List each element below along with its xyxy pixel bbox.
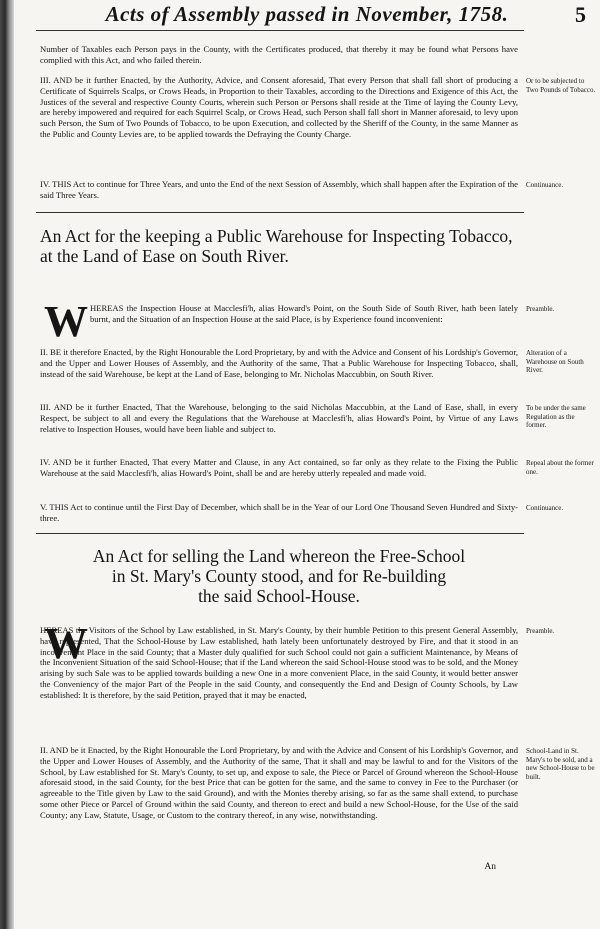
running-header: Acts of Assembly passed in November, 1758. xyxy=(105,2,509,26)
section-4-margin-note: Continuance. xyxy=(526,181,564,189)
act-2-title-line-2: in St. Mary's County stood, and for Re-building xyxy=(111,566,447,586)
section-4-paragraph: IV. THIS Act to continue for Three Years, and unto the End of the next Session of Assembly, which shall happen after the Expiration of the said Three Years. xyxy=(40,179,518,200)
act-1-section-4-note: Repeal about the former one. xyxy=(526,459,594,476)
header-rule xyxy=(36,30,524,31)
act-2-dropcap: W xyxy=(44,619,88,668)
act-1-section-2-note: Alteration of a Warehouse on South River. xyxy=(526,349,584,375)
page-number: 5 xyxy=(575,2,586,27)
act-1-section-2: II. BE it therefore Enacted, by the Right Honourable the Lord Proprietary, by and with the Advice and Consent of his Lordship's Governor, and the Upper and Lower Houses of Assembly, and the Authority of the same, That a Public Warehouse for Inspecting Tobacco, shall, instead of the said Warehouse, be kept at the Land of Ease, belonging to Mr. Nicholas Maccubbin, on South River. xyxy=(40,347,518,379)
intro-paragraph: Number of Taxables each Person pays in the County, with the Certificates produced, that thereby it may be found what Persons have complied with this Act, and who failed therein. xyxy=(40,44,518,65)
section-3-paragraph: III. AND be it further Enacted, by the Authority, Advice, and Consent aforesaid, That every Person that shall fall short of producing a Certificate of Squirrels Scalps, or Crows Heads, in Proportion to their Taxables, according to the Directions and Exigence of this Act, the Justices of the several and respective County Courts, wherein such Person or Persons shall reside at the Time of laying the County Levy, are hereby impowered and required for each Squirrel Scalp, or Crows Head, such Person shall fall short in Manner aforesaid, to levy upon such Person, the Sum of Two Pounds of Tobacco, to be upon Execution, and collected by the Sheriff of the County, in the same Manner as the Public and County Levies are, to be applied towards the Defraying the County Charge. xyxy=(40,75,518,139)
act-2-preamble: HEREAS the Visitors of the School by Law established, in St. Mary's County, by their humble Petition to this present General Assembly, have represented, That the School-House by Law established, hath lately been unfortunately destroyed by Fire, and that it stood in an inconvenient Place in the said County; that a Master duly qualified for such School could not gain a sufficient Maintenance, by Means of the Inconvenient Situation of the said School-House; that if the Land whereon the said School-House stood was to be sold, and the Money arising by such Sale was to be applied towards building a new One in a more convenient Place, in the said County, it would better answer the Conveniency of the major Part of the People in the said County, and consequently the End and Design of County Schools, by Law established: It is therefore, by the said Petition, prayed that it may be enacted, xyxy=(40,625,518,700)
act-1-preamble-note: Preamble. xyxy=(526,305,555,313)
act-1-dropcap: W xyxy=(44,297,88,346)
book-binding-edge xyxy=(0,0,14,929)
act-2-title xyxy=(40,546,518,606)
act-2-title-line-3: the said School-House. xyxy=(198,586,360,606)
act-1-section-5: V. THIS Act to continue until the First Day of December, which shall be in the Year of our Lord One Thousand Seven Hundred and Sixty-three. xyxy=(40,502,518,523)
section-3-margin-note: Or to be subjected to Two Pounds of Tobacco. xyxy=(526,77,596,94)
act-1-section-3: III. AND be it further Enacted, That the Warehouse, belonging to the said Nicholas Maccubbin, at the Land of Ease, shall, in every Respect, be subject to all and every the Regulations that the Warehouse at Macclesfi'h, alias Howard's Point, by Virtue of any Laws relative to Inspection Houses, would have been liable and subject to. xyxy=(40,402,518,434)
act-divider-rule xyxy=(36,212,524,213)
act-1-section-3-note: To be under the same Regulation as the former. xyxy=(526,404,586,430)
act-2-section-2: II. AND be it Enacted, by the Right Honourable the Lord Proprietary, by and with the Advice and Consent of his Lordship's Governor, and the Upper and Lower Houses of Assembly, and the Authority of the same, That it shall and may be lawful to and for the Visitors of the School, by Law established for St. Mary's County, to set up, and expose to sale, the Piece or Parcel of Ground whereon the School-House aforesaid stood, in the said County, for the best Price that can be gotten for the same, and the same to convey in Fee to the Purchaser (or agreeable to the Title given by Law to the said Ground), and with the Monies thereby arising, so far as the same shall extend, to purchase some other Piece or Parcel of Ground within the said County, and thereon to erect and build a new School-House, for the Use of the said County; any Law, Statute, Usage, or Custom to the contrary thereof, in any wise, notwithstanding. xyxy=(40,745,518,820)
document-page xyxy=(14,0,600,929)
act-1-section-4: IV. AND be it further Enacted, That every Matter and Clause, in any Act contained, so far only as they relate to the Fixing the Public Warehouse at the said Macclesfi'h, alias Howard's Point, shall be and are hereby utterly repealed and made void. xyxy=(40,457,518,478)
act-2-preamble-note: Preamble. xyxy=(526,627,555,635)
act-2-title-line-1: An Act for selling the Land whereon the Free-School xyxy=(92,546,466,566)
act-1-preamble: HEREAS the Inspection House at Macclesfi'h, alias Howard's Point, on the South Side of South River, hath been lately burnt, and the Situation of an Inspection House at the said Place, is by Experience found inconvenient: xyxy=(90,303,518,324)
act-2-section-2-note: School-Land in St. Mary's to be sold, and a new School-House to be built. xyxy=(526,747,595,781)
act-1-section-5-note: Continuance. xyxy=(526,504,564,512)
act-1-title: An Act for the keeping a Public Warehouse for Inspecting Tobacco, at the Land of Ease on South River. xyxy=(40,226,513,266)
act-divider-rule-2 xyxy=(36,533,524,534)
catchword: An xyxy=(484,862,496,872)
